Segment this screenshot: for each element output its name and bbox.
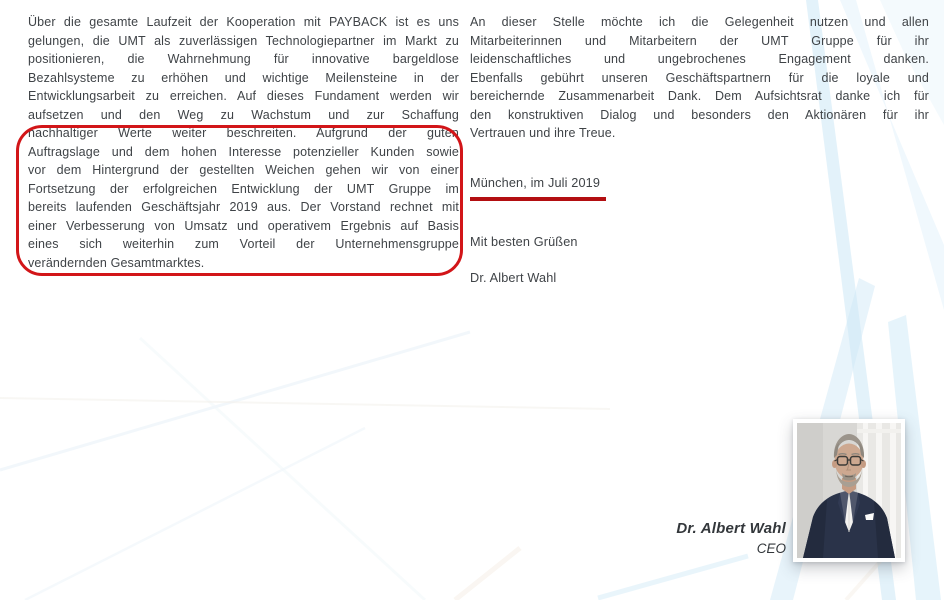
text-line: gelungen, die UMT als zuverlässigen Technologiepartner im Markt zu xyxy=(28,33,459,48)
closing-greeting: Mit besten Grüßen xyxy=(470,235,578,249)
text-line: aufsetzen und den Weg zu Wachstum und zur Schaffung xyxy=(28,107,459,122)
text-line: verändernden Gesamtmarktes. xyxy=(28,255,205,270)
text-line: nachhaltiger Werte weiter beschreiten. Aufgrund der guten xyxy=(28,126,459,140)
red-highlight-annotation xyxy=(16,125,463,276)
text-line: einer Verbesserung von Umsatz und operativem Ergebnis auf Basis xyxy=(28,218,459,233)
text-line: An dieser Stelle möchte ich die Gelegenheit nutzen und allen xyxy=(470,15,929,29)
text-line: Auftragslage und dem hohen Interesse potenzieller Kunden sowie xyxy=(28,144,459,159)
text-line: bereits laufenden Geschäftsjahr 2019 aus. Der Vorstand rechnet mit xyxy=(28,200,459,214)
text-line: leidenschaftliches und ungebrochenes Engagement danken. xyxy=(470,52,929,66)
text-line: Entwicklungsarbeit zu erreichen. Auf dieses Fundament werden wir xyxy=(28,89,459,103)
text-line: eines sich weiterhin zum Vorteil der Unternehmensgruppe xyxy=(28,237,459,251)
caption-role: CEO xyxy=(756,541,786,556)
text-line: den konstruktiven Dialog und besonders den Aktionären für ihr xyxy=(470,107,929,122)
text-line: positionieren, die Wahrnehmung für innovative bargeldlose xyxy=(28,52,459,66)
text-line: Bezahlsysteme zu erhöhen und wichtige Meilensteine in der xyxy=(28,70,459,85)
text-line: vor dem Hintergrund der gestellten Weichen gehen wir von einer xyxy=(28,163,459,177)
caption-name: Dr. Albert Wahl xyxy=(676,520,786,537)
text-line: Ebenfalls gebührt unseren Geschäftspartnern für die loyale und xyxy=(470,70,929,85)
dateline: München, im Juli 2019 xyxy=(470,176,601,190)
ceo-portrait-photo xyxy=(793,419,905,562)
signature-name: Dr. Albert Wahl xyxy=(470,271,557,285)
text-line: Mitarbeiterinnen und Mitarbeitern der UMT Gruppe für ihr xyxy=(470,33,929,48)
text-line: Fortsetzung der erfolgreichen Entwicklung der UMT Gruppe im xyxy=(28,181,459,196)
text-line: Vertrauen und ihre Treue. xyxy=(470,126,616,140)
ceo-portrait-illustration xyxy=(797,423,901,558)
right-paragraph xyxy=(470,13,929,143)
red-underline-annotation xyxy=(470,197,606,201)
text-line: Über die gesamte Laufzeit der Kooperation mit PAYBACK ist es uns xyxy=(28,15,459,29)
photo-caption xyxy=(676,519,786,558)
text-line: bereichernde Zusammenarbeit Dank. Dem Aufsichtsrat danke ich für xyxy=(470,89,929,103)
